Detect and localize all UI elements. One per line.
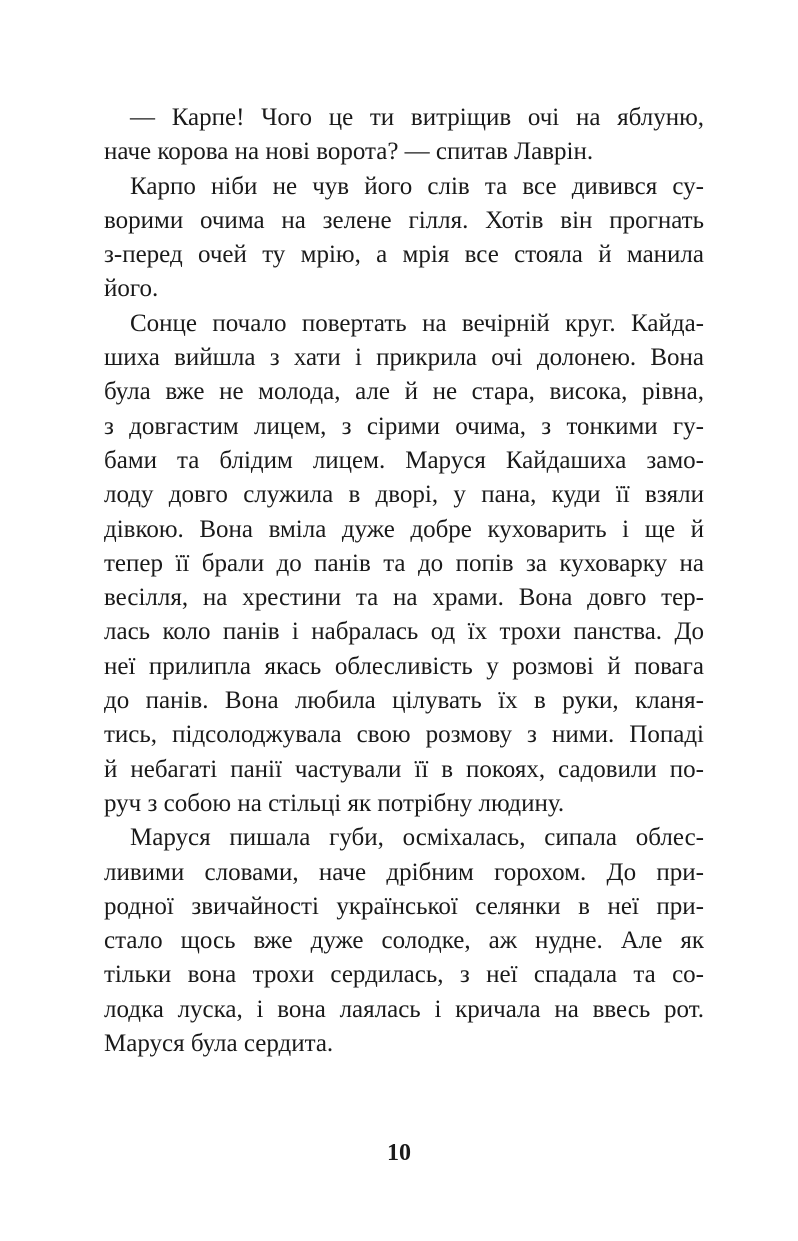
text-line: тись, підсолоджувала свою розмову з ними. Попаді	[104, 721, 704, 749]
text-line: була вже не молода, але й не стара, висока, рівна,	[104, 378, 704, 406]
text-line: родної звичайності української селянки в неї при-	[104, 892, 704, 920]
text-line: весілля, на хрестини та на храми. Вона довго тер-	[104, 584, 704, 612]
text-line: Маруся була сердита.	[104, 1030, 334, 1058]
text-line: лась коло панів і набралась од їх трохи панства. До	[104, 618, 704, 646]
text-line: — Карпе! Чого це ти витріщив очі на яблуню,	[130, 104, 704, 131]
text-line: бами та блідим лицем. Маруся Кайдашиха замо-	[104, 446, 704, 474]
body-text	[104, 101, 704, 1061]
text-line: ворими очима на зелене гілля. Хотів він прогнать	[104, 206, 704, 234]
text-line: шиха вийшла з хати і прикрила очі долонею. Вона	[104, 344, 704, 372]
text-line: лодка луска, і вона лаялась і кричала на ввесь рот.	[104, 995, 704, 1023]
text-line: Маруся пишала губи, осміхалась, сипала облес-	[130, 824, 704, 852]
text-line: з-перед очей ту мрію, а мрія все стояла й манила	[104, 241, 704, 269]
text-line: наче корова на нові ворота? — спитав Лаврін.	[104, 138, 594, 166]
text-line: неї прилипла якась облесливість у розмові й повага	[104, 652, 704, 680]
page-number: 10	[387, 1140, 411, 1166]
text-line: тільки вона трохи сердилась, з неї спадала та со-	[104, 961, 704, 989]
text-line: Сонце почало повертать на вечірній круг. Кайда-	[130, 309, 704, 337]
text-line: тепер її брали до панів та до попів за куховарку на	[104, 549, 704, 577]
text-line: до панів. Вона любила цілувать їх в руки, кланя-	[104, 687, 704, 715]
text-line: його.	[104, 275, 159, 303]
text-line: руч з собою на стільці як потрібну людину.	[104, 789, 565, 817]
text-line: ливими словами, наче дрібним горохом. До при-	[104, 858, 704, 886]
text-line: й небагаті панії частували її в покоях, садовили по-	[104, 755, 704, 783]
text-line: з довгастим лицем, з сірими очима, з тонкими гу-	[104, 412, 704, 440]
text-line: лоду довго служила в дворі, у пана, куди її взяли	[104, 481, 704, 509]
text-line: стало щось вже дуже солодке, аж нудне. Але як	[104, 927, 704, 955]
text-line: дівкою. Вона вміла дуже добре куховарить і ще й	[104, 515, 704, 543]
text-line: Карпо ніби не чув його слів та все дивився су-	[130, 172, 704, 200]
